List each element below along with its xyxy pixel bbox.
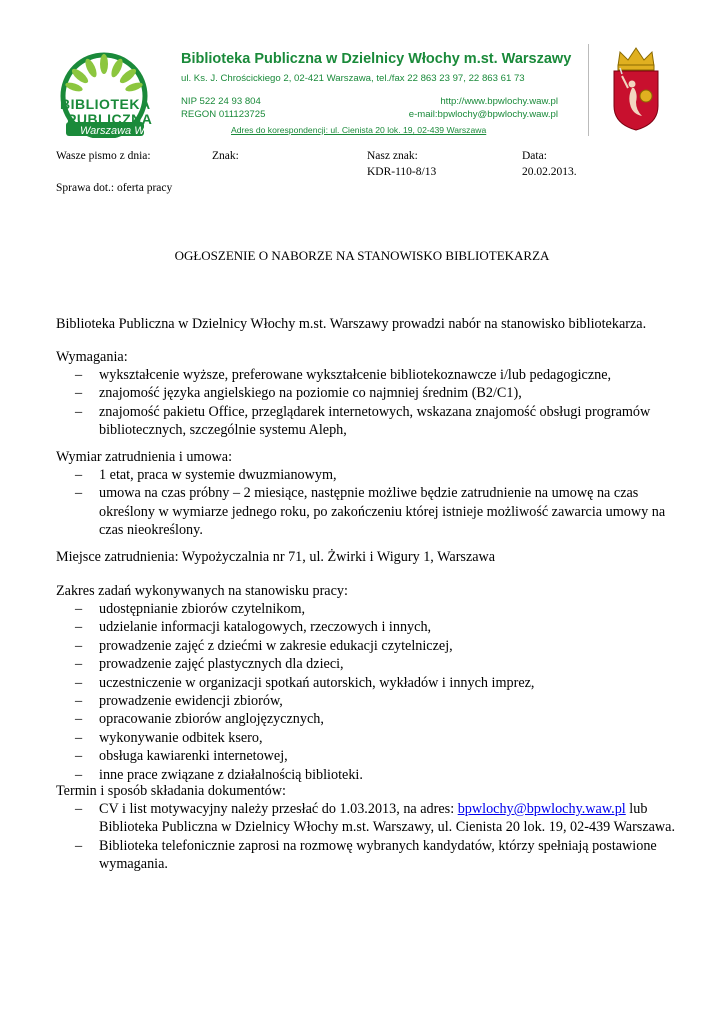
deadline-list: [56, 800, 676, 874]
requirements-list: [56, 366, 676, 440]
letterhead-address: ul. Ks. J. Chrościckiego 2, 02-421 Warszawa, tel./fax 22 863 23 97, 22 863 61 73: [181, 73, 525, 84]
letterhead-title: Biblioteka Publiczna w Dzielnicy Włochy m.st. Warszawy: [181, 51, 572, 67]
intro-paragraph: Biblioteka Publiczna w Dzielnicy Włochy m.st. Warszawy prowadzi nabór na stanowisko bibliotekarza.: [56, 316, 647, 332]
deadline-text-pre: CV i list motywacyjny należy przesłać do 1.03.2013, na adres:: [99, 801, 458, 817]
subject-line: Sprawa dot.: oferta pracy: [56, 182, 173, 194]
list-item: – wykonywanie odbitek ksero,: [56, 729, 676, 747]
duties-list: [56, 600, 676, 784]
requirements-title: Wymagania:: [56, 349, 128, 365]
list-item: – prowadzenie zajęć plastycznych dla dzieci,: [56, 655, 676, 673]
list-item: – znajomość pakietu Office, przeglądarek internetowych, wskazana znajomość obsługi programów bibliotecznych, szczególnie systemu Aleph,: [56, 403, 676, 440]
logo-text-location: Warszawa Włochy: [80, 125, 171, 137]
logo-leaves-icon: [64, 54, 143, 93]
list-item: – udostępnianie zbiorów czytelnikom,: [56, 600, 676, 618]
deadline-title: Termin i sposób składania dokumentów:: [56, 783, 286, 799]
employment-list: [56, 466, 676, 540]
list-item: – inne prace związane z działalnością biblioteki.: [56, 766, 676, 784]
logo-text-publiczna: PUBLICZNA: [67, 111, 153, 127]
list-item: – umowa na czas próbny – 2 miesiące, następnie możliwe będzie zatrudnienie na umowę na czas określony w wymiarze jednego roku, po zakończeniu której istnieje możliwość zawarcia umowy na czas nieokreślony.: [56, 484, 676, 539]
letterhead-email: e-mail:bpwlochy@bpwlochy.waw.pl: [408, 109, 558, 120]
logo-text-biblioteka: BIBLIOTEKA: [60, 96, 151, 112]
letterhead-regon: REGON 011123725: [181, 109, 266, 120]
library-logo: [54, 52, 174, 138]
letterhead-correspondence-address: Adres do korespondencji: ul. Cienista 20 lok. 19, 02-439 Warszawa: [231, 125, 487, 135]
list-item: – obsługa kawiarenki internetowej,: [56, 747, 676, 765]
list-item: – 1 etat, praca w systemie dwuzmianowym,: [56, 466, 676, 484]
list-item: – udzielanie informacji katalogowych, rzeczowych i innych,: [56, 618, 676, 636]
our-sign-value: KDR-110-8/13: [367, 166, 437, 178]
document-heading: OGŁOSZENIE O NABORZE NA STANOWISKO BIBLIOTEKARZA: [174, 248, 550, 263]
date-label: Data:: [522, 150, 547, 162]
list-item: – wykształcenie wyższe, preferowane wykształcenie bibliotekoznawcze i/lub pedagogiczne,: [56, 366, 676, 384]
our-sign-label: Nasz znak:: [367, 150, 418, 162]
letterhead-website: http://www.bpwlochy.waw.pl: [440, 96, 558, 107]
employment-title: Wymiar zatrudnienia i umowa:: [56, 449, 233, 465]
date-value: 20.02.2013.: [522, 166, 577, 178]
email-link[interactable]: bpwlochy@bpwlochy.waw.pl: [457, 801, 626, 817]
list-item: – uczestniczenie w organizacji spotkań autorskich, wykładów i innych imprez,: [56, 674, 676, 692]
letterhead-divider: [588, 44, 589, 136]
warsaw-coat-of-arms-icon: [606, 44, 666, 132]
duties-title: Zakres zadań wykonywanych na stanowisku pracy:: [56, 583, 348, 599]
list-item: – prowadzenie ewidencji zbiorów,: [56, 692, 676, 710]
deadline-text-post: lub Biblioteka Publiczna w Dzielnicy Włochy m.st. Warszawy, ul. Cienista 20 lok. 19, 02-439 Warszawa.: [99, 801, 675, 836]
list-item: – opracowanie zbiorów anglojęzycznych,: [56, 710, 676, 728]
list-item: [56, 800, 676, 837]
your-letter-date-label: Wasze pismo z dnia:: [56, 150, 151, 162]
sign-label: Znak:: [212, 150, 239, 162]
workplace-paragraph: Miejsce zatrudnienia: Wypożyczalnia nr 71, ul. Żwirki i Wigury 1, Warszawa: [56, 549, 496, 565]
list-item: – prowadzenie zajęć z dziećmi w zakresie edukacji czytelniczej,: [56, 637, 676, 655]
list-item: – znajomość języka angielskiego na poziomie co najmniej średnim (B2/C1),: [56, 384, 676, 402]
letterhead-nip: NIP 522 24 93 804: [181, 96, 261, 107]
list-item: – Biblioteka telefonicznie zaprosi na rozmowę wybranych kandydatów, którzy spełniają postawione wymagania.: [56, 837, 676, 874]
